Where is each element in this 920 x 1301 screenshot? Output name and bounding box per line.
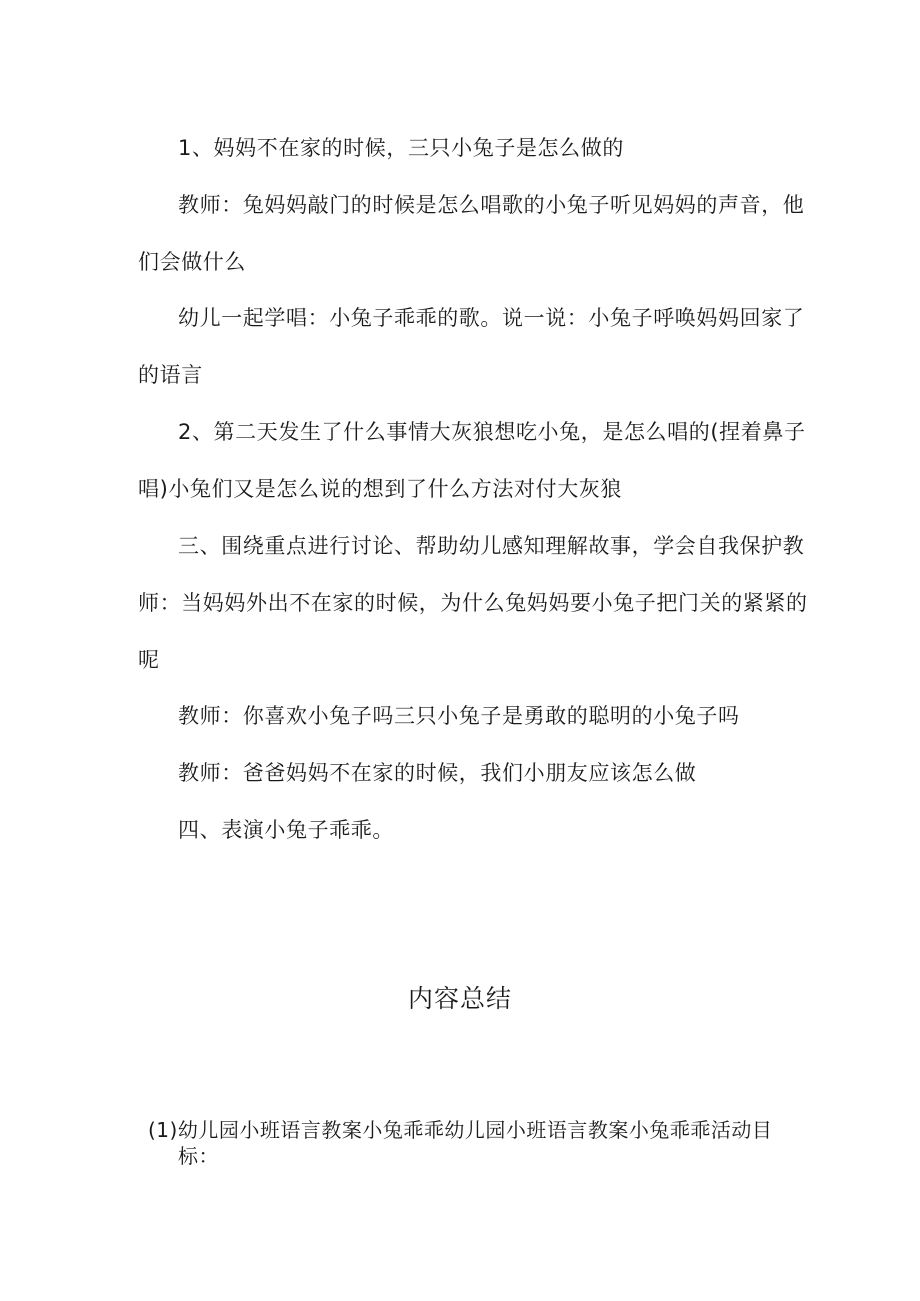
summary-heading: 内容总结 bbox=[407, 984, 512, 1013]
summary-item-1-line-2: 标： bbox=[178, 1144, 219, 1168]
paragraph-6: 教师：你喜欢小兔子吗三只小兔子是勇敢的聪明的小兔子吗 bbox=[178, 704, 740, 728]
paragraph-2-line-1: 教师：兔妈妈敲门的时候是怎么唱歌的小兔子听见妈妈的声音，他 bbox=[178, 193, 805, 217]
paragraph-4-line-1: 2、第二天发生了什么事情大灰狼想吃小兔，是怎么唱的(捏着鼻子 bbox=[178, 420, 806, 444]
paragraph-3-line-2: 的语言 bbox=[138, 363, 203, 387]
summary-item-1 bbox=[148, 1117, 788, 1169]
paragraph-7: 教师：爸爸妈妈不在家的时候，我们小朋友应该怎么做 bbox=[178, 761, 697, 785]
paragraph-1: 1、妈妈不在家的时候，三只小兔子是怎么做的 bbox=[178, 136, 624, 160]
paragraph-5-line-2: 师：当妈妈外出不在家的时候，为什么兔妈妈要小兔子把门关的紧紧的 bbox=[138, 591, 808, 615]
paragraph-8: 四、表演小兔子乖乖。 bbox=[178, 818, 394, 842]
summary-item-1-line-1: (1)幼儿园小班语言教案小兔乖乖幼儿园小班语言教案小兔乖乖活动目 bbox=[148, 1118, 773, 1142]
paragraph-5-line-1: 三、围绕重点进行讨论、帮助幼儿感知理解故事，学会自我保护教 bbox=[178, 534, 805, 558]
paragraph-4-line-2: 唱)小兔们又是怎么说的想到了什么方法对付大灰狼 bbox=[138, 477, 622, 501]
paragraph-2-line-2: 们会做什么 bbox=[138, 250, 246, 274]
paragraph-3-line-1: 幼儿一起学唱：小兔子乖乖的歌。说一说：小兔子呼唤妈妈回家了 bbox=[178, 306, 805, 330]
paragraph-5-line-3: 呢 bbox=[138, 648, 160, 672]
